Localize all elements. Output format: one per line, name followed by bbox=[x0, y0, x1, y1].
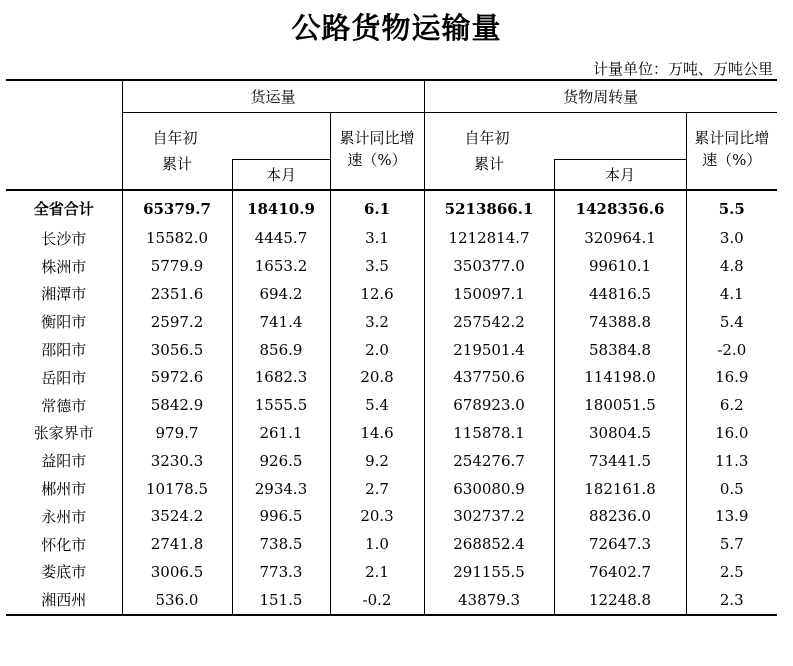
region-cell: 湘西州 bbox=[6, 586, 122, 615]
turn-month-cell: 74388.8 bbox=[554, 308, 686, 336]
turn-ytd-sub-cell bbox=[424, 155, 554, 190]
turn-ytd-cell: 1212814.7 bbox=[448, 229, 530, 248]
table-body bbox=[6, 190, 777, 615]
table-row-total bbox=[6, 190, 777, 225]
turn-month-cell: 114198.0 bbox=[554, 363, 686, 391]
vol-rate-cell: 2.7 bbox=[330, 475, 424, 503]
turn-month-header: 本月 bbox=[554, 159, 686, 190]
vol-ytd-cell: 2741.8 bbox=[150, 535, 204, 554]
vol-ytd-cell: 3006.5 bbox=[150, 562, 204, 581]
turn-ytd-cell: 630080.9 bbox=[453, 479, 525, 498]
vol-ytd-label-1: 自年初 bbox=[152, 128, 198, 147]
table-row bbox=[6, 586, 777, 615]
table-row bbox=[6, 391, 777, 419]
vol-month-cell: 1682.3 bbox=[232, 363, 330, 391]
freight-table bbox=[6, 79, 777, 616]
turn-rate-cell: -2.0 bbox=[717, 340, 747, 359]
turn-rate-cell: 11.3 bbox=[715, 451, 749, 470]
vol-month-cell: 694.2 bbox=[232, 280, 330, 308]
table-row bbox=[6, 419, 777, 447]
vol-ytd-header bbox=[122, 112, 330, 159]
region-cell: 衡阳市 bbox=[6, 308, 122, 336]
region-cell: 娄底市 bbox=[6, 558, 122, 586]
turn-ytd-cell: 437750.6 bbox=[453, 368, 525, 387]
turn-ytd-label-1: 自年初 bbox=[464, 128, 510, 147]
turn-ytd-cell: 302737.2 bbox=[453, 507, 525, 526]
turn-ytd-cell: 678923.0 bbox=[453, 396, 525, 415]
vol-month-cell: 738.5 bbox=[232, 530, 330, 558]
turn-month-cell: 99610.1 bbox=[554, 252, 686, 280]
table-row bbox=[6, 447, 777, 475]
vol-month-cell: 1555.5 bbox=[232, 391, 330, 419]
vol-month-cell: 996.5 bbox=[232, 502, 330, 530]
vol-rate-cell: 5.4 bbox=[330, 391, 424, 419]
vol-ytd-cell: 65379.7 bbox=[143, 199, 211, 218]
region-cell: 常德市 bbox=[6, 391, 122, 419]
freight-turnover-header: 货物周转量 bbox=[424, 80, 777, 112]
vol-rate-label-2: 速（%） bbox=[347, 150, 407, 169]
region-cell: 岳阳市 bbox=[6, 363, 122, 391]
region-cell: 张家界市 bbox=[6, 419, 122, 447]
vol-rate-header bbox=[330, 112, 424, 190]
region-cell: 湘潭市 bbox=[6, 280, 122, 308]
turn-ytd-cell: 291155.5 bbox=[453, 562, 525, 581]
region-cell: 邵阳市 bbox=[6, 336, 122, 364]
turn-month-cell: 58384.8 bbox=[554, 336, 686, 364]
table-row bbox=[6, 225, 777, 253]
vol-ytd-sub-cell bbox=[122, 155, 232, 190]
turn-month-cell: 180051.5 bbox=[554, 391, 686, 419]
region-header-cell bbox=[6, 80, 122, 190]
vol-rate-cell: 1.0 bbox=[330, 530, 424, 558]
table-row bbox=[6, 475, 777, 503]
turn-rate-label-1: 累计同比增 bbox=[694, 128, 770, 147]
turn-rate-label-2: 速（%） bbox=[702, 150, 762, 169]
region-cell: 株洲市 bbox=[6, 252, 122, 280]
region-cell: 怀化市 bbox=[6, 530, 122, 558]
turn-month-cell: 88236.0 bbox=[554, 502, 686, 530]
vol-month-cell: 151.5 bbox=[232, 586, 330, 615]
vol-rate-cell: 9.2 bbox=[330, 447, 424, 475]
vol-ytd-cell: 10178.5 bbox=[145, 479, 209, 498]
turn-month-cell: 30804.5 bbox=[554, 419, 686, 447]
vol-ytd-cell: 2597.2 bbox=[150, 312, 204, 331]
turn-rate-cell: 16.0 bbox=[715, 423, 749, 442]
vol-rate-cell: 20.8 bbox=[330, 363, 424, 391]
region-cell: 永州市 bbox=[6, 502, 122, 530]
turn-ytd-label-2: 累计 bbox=[474, 155, 505, 173]
vol-month-cell: 18410.9 bbox=[232, 190, 330, 225]
turn-rate-cell: 5.5 bbox=[718, 199, 745, 218]
region-cell: 郴州市 bbox=[6, 475, 122, 503]
vol-rate-cell: -0.2 bbox=[330, 586, 424, 615]
turn-ytd-cell: 219501.4 bbox=[453, 340, 525, 359]
region-cell: 长沙市 bbox=[6, 225, 122, 253]
vol-rate-cell: 12.6 bbox=[330, 280, 424, 308]
turn-rate-cell: 4.8 bbox=[719, 257, 744, 276]
table-row bbox=[6, 336, 777, 364]
turn-rate-cell: 0.5 bbox=[719, 479, 744, 498]
vol-ytd-cell: 3524.2 bbox=[150, 507, 204, 526]
freight-volume-header: 货运量 bbox=[122, 80, 424, 112]
vol-ytd-cell: 3056.5 bbox=[150, 340, 204, 359]
turn-ytd-header bbox=[424, 112, 686, 159]
vol-ytd-cell: 15582.0 bbox=[145, 229, 209, 248]
vol-rate-cell: 6.1 bbox=[330, 190, 424, 225]
vol-month-cell: 926.5 bbox=[232, 447, 330, 475]
turn-ytd-cell: 350377.0 bbox=[453, 257, 525, 276]
vol-month-cell: 2934.3 bbox=[232, 475, 330, 503]
table-row bbox=[6, 363, 777, 391]
vol-ytd-cell: 2351.6 bbox=[150, 284, 204, 303]
table-row bbox=[6, 252, 777, 280]
turn-rate-cell: 3.0 bbox=[719, 229, 744, 248]
region-cell: 益阳市 bbox=[6, 447, 122, 475]
turn-month-cell: 76402.7 bbox=[554, 558, 686, 586]
turn-rate-cell: 2.3 bbox=[686, 586, 777, 615]
vol-rate-cell: 2.0 bbox=[330, 336, 424, 364]
turn-ytd-cell: 268852.4 bbox=[453, 535, 525, 554]
region-cell: 全省合计 bbox=[6, 190, 122, 225]
vol-month-cell: 4445.7 bbox=[232, 225, 330, 253]
turn-rate-cell: 4.1 bbox=[719, 284, 744, 303]
turn-month-cell: 12248.8 bbox=[554, 586, 686, 615]
vol-ytd-cell: 5842.9 bbox=[150, 396, 204, 415]
vol-rate-cell: 3.1 bbox=[330, 225, 424, 253]
turn-month-cell: 72647.3 bbox=[554, 530, 686, 558]
turn-ytd-cell: 254276.7 bbox=[453, 451, 525, 470]
table-row bbox=[6, 308, 777, 336]
turn-rate-cell: 2.5 bbox=[719, 562, 744, 581]
turn-rate-cell: 13.9 bbox=[715, 507, 749, 526]
vol-ytd-cell: 979.7 bbox=[155, 423, 199, 442]
vol-ytd-cell: 5779.9 bbox=[150, 257, 204, 276]
vol-month-cell: 261.1 bbox=[232, 419, 330, 447]
turn-rate-cell: 5.7 bbox=[719, 535, 744, 554]
turn-month-cell: 44816.5 bbox=[554, 280, 686, 308]
table-row bbox=[6, 502, 777, 530]
vol-rate-cell: 14.6 bbox=[330, 419, 424, 447]
turn-ytd-cell: 5213866.1 bbox=[444, 199, 534, 218]
turn-ytd-cell: 257542.2 bbox=[453, 312, 525, 331]
turn-month-cell: 320964.1 bbox=[554, 225, 686, 253]
turn-rate-cell: 16.9 bbox=[715, 368, 749, 387]
vol-rate-label-1: 累计同比增 bbox=[339, 128, 415, 147]
vol-ytd-cell: 5972.6 bbox=[150, 368, 204, 387]
vol-ytd-cell: 536.0 bbox=[122, 586, 232, 615]
turn-rate-header bbox=[686, 112, 777, 190]
turn-rate-cell: 6.2 bbox=[719, 396, 744, 415]
table-header bbox=[6, 80, 777, 190]
turn-ytd-cell: 43879.3 bbox=[424, 586, 554, 615]
table-row bbox=[6, 558, 777, 586]
vol-month-cell: 741.4 bbox=[232, 308, 330, 336]
page-title: 公路货物运输量 bbox=[291, 11, 502, 45]
table-row bbox=[6, 280, 777, 308]
vol-month-header: 本月 bbox=[232, 159, 330, 190]
turn-ytd-cell: 150097.1 bbox=[453, 284, 525, 303]
turn-rate-cell: 5.4 bbox=[719, 312, 744, 331]
vol-ytd-cell: 3230.3 bbox=[150, 451, 204, 470]
vol-rate-cell: 3.5 bbox=[330, 252, 424, 280]
vol-rate-cell: 2.1 bbox=[330, 558, 424, 586]
unit-note: 计量单位：万吨、万吨公里 bbox=[592, 60, 773, 78]
vol-rate-cell: 20.3 bbox=[330, 502, 424, 530]
vol-rate-cell: 3.2 bbox=[330, 308, 424, 336]
turn-ytd-cell: 115878.1 bbox=[453, 423, 525, 442]
turn-month-cell: 182161.8 bbox=[554, 475, 686, 503]
turn-month-cell: 1428356.6 bbox=[554, 190, 686, 225]
vol-month-cell: 1653.2 bbox=[232, 252, 330, 280]
vol-month-cell: 856.9 bbox=[232, 336, 330, 364]
vol-ytd-label-2: 累计 bbox=[161, 155, 192, 173]
vol-month-cell: 773.3 bbox=[232, 558, 330, 586]
turn-month-cell: 73441.5 bbox=[554, 447, 686, 475]
table-row bbox=[6, 530, 777, 558]
